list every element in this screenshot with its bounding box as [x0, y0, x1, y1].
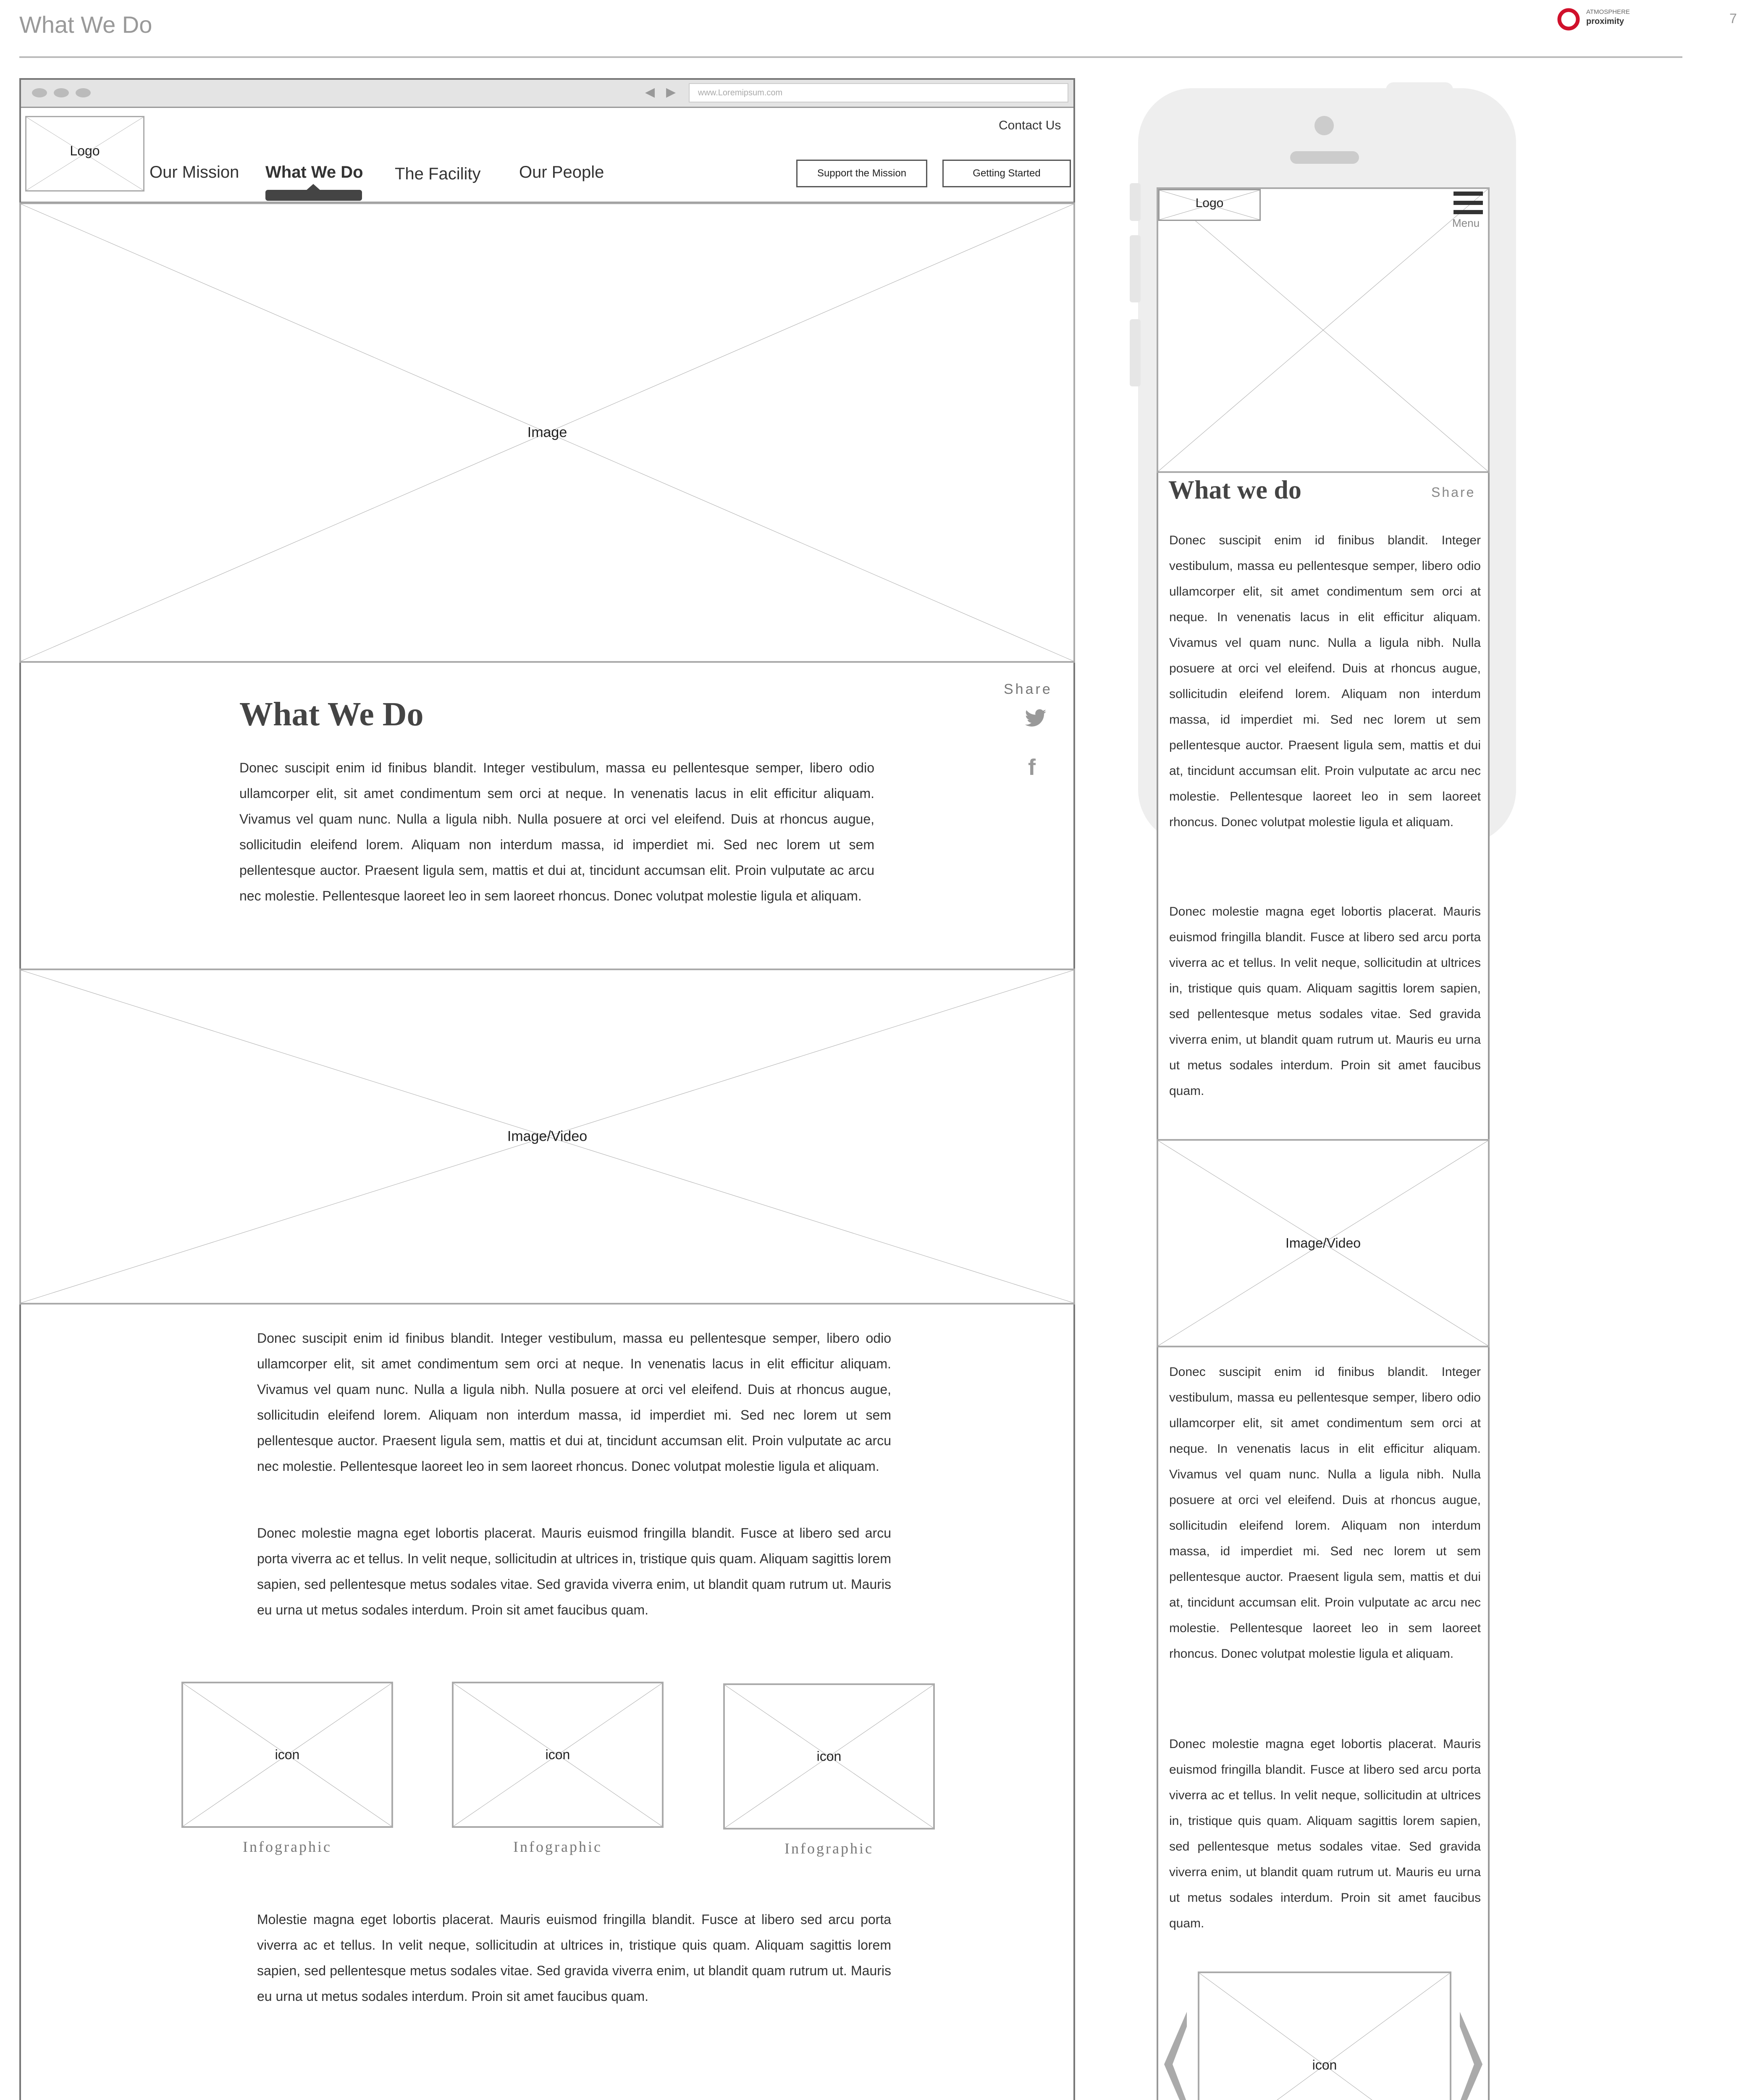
nav-our-people[interactable]: Our People [519, 163, 604, 181]
infographic-1-caption: Infographic [243, 1838, 332, 1855]
carousel-slide-cross [1199, 1973, 1450, 2100]
intro-paragraph: Donec suscipit enim id finibus blandit. Integer vestibulum, massa eu pellentesque semper, libero odio ullamcorper elit, sit amet condimentum sem orci at neque. In venenatis lacus in elit efficitur aliquam. Vivamus vel quam nunc. Nulla a ligula nibh. Nulla posuere at orci vel eleifend. Duis at rhoncus augue, sollicitudin eleifend lorem. Aliquam non interdum massa, id imperdiet mi. Sed nec lorem ut sem pellentesque auctor. Praesent ligula sem, mattis et dui at, tincidunt accumsan elit. Proin vulputate ac arcu nec molestie. Pellentesque laoreet leo in sem laoreet rhoncus. Donec volutpat molestie ligula et aliquam. [239, 760, 874, 903]
mobile-menu-label: Menu [1452, 217, 1480, 229]
mobile-media-image-video [1157, 1139, 1490, 1347]
twitter-share-icon[interactable] [1024, 709, 1047, 730]
mobile-paragraph-4: Donec molestie magna eget lobortis placerat. Mauris euismod fringilla blandit. Fusce at libero sed arcu porta viverra ac et tellus. In velit neque, sollicitudin at ultrices in, tristique quis quam. Aliquam sagittis lorem sapien, sed pellentesque metus sodales vitae. Sed gravida viverra enim, ut blandit quam rutrum ut. Mauris eu urna ut metus sodales interdum. Proin sit amet faucibus quam. [1169, 1737, 1481, 1930]
body-paragraph-3: Molestie magna eget lobortis placerat. Mauris euismod fringilla blandit. Fusce at libero sed arcu porta viverra ac et tellus. In velit neque, sollicitudin at ultrices in, tristique quis quam. Aliquam sagittis lorem sapien, sed pellentesque metus sodales vitae. Sed gravida viverra enim, ut blandit quam rutrum ut. Mauris eu urna ut metus sodales interdum. Proin sit amet faucibus quam. [257, 1912, 891, 2004]
nav-our-mission[interactable]: Our Mission [150, 163, 239, 181]
address-url: www.Loremipsum.com [698, 88, 783, 97]
logo-label: Logo [70, 143, 100, 158]
infographic-3-caption: Infographic [784, 1840, 874, 1857]
mobile-hero-image [1157, 187, 1490, 473]
infographic-3-icon: icon [816, 1748, 842, 1764]
intro-section [21, 662, 1073, 970]
phone-side-button-3 [1130, 319, 1141, 386]
contact-us-link[interactable]: Contact Us [999, 118, 1061, 132]
mobile-screen [1157, 187, 1490, 2100]
carousel-slide [1198, 1971, 1451, 2100]
desktop-wireframe [19, 78, 1075, 2100]
mobile-logo-label: Logo [1195, 196, 1224, 210]
phone-side-button-1 [1130, 183, 1141, 221]
body-paragraph-1: Donec suscipit enim id finibus blandit. Integer vestibulum, massa eu pellentesque semper, libero odio ullamcorper elit, sit amet condimentum sem orci at neque. In venenatis lacus in elit efficitur aliquam. Vivamus vel quam nunc. Nulla a ligula nibh. Nulla posuere at orci vel eleifend. Duis at rhoncus augue, sollicitudin eleifend lorem. Aliquam non interdum massa, id imperdiet mi. Sed nec lorem ut sem pellentesque auctor. Praesent ligula sem, mattis et dui at, tincidunt accumsan elit. Proin vulputate ac arcu nec molestie. Pellentesque laoreet leo in sem laoreet rhoncus. Donec volutpat molestie ligula et aliquam. [257, 1331, 891, 1474]
brand-mark-icon [1556, 7, 1581, 32]
support-mission-button[interactable]: Support the Mission [796, 160, 927, 187]
carousel-icon-label: icon [1312, 2057, 1337, 2073]
mobile-paragraph-1: Donec suscipit enim id finibus blandit. Integer vestibulum, massa eu pellentesque semper, libero odio ullamcorper elit, sit amet condimentum sem orci at neque. In venenatis lacus in elit efficitur aliquam. Vivamus vel quam nunc. Nulla a ligula nibh. Nulla posuere at orci vel eleifend. Duis at rhoncus augue, sollicitudin eleifend lorem. Aliquam non interdum massa, id imperdiet mi. Sed nec lorem ut sem pellentesque auctor. Praesent ligula sem, mattis et dui at, tincidunt accumsan elit. Proin vulputate ac arcu nec molestie. Pellentesque laoreet leo in sem laoreet rhoncus. Donec volutpat molestie ligula et aliquam. [1169, 533, 1481, 829]
page-number: 7 [1729, 11, 1737, 26]
brand-line1: ATMOSPHERE [1586, 8, 1630, 16]
media-label: Image/Video [507, 1128, 588, 1144]
phone-speaker [1290, 151, 1359, 164]
hamburger-menu-icon[interactable] [1454, 192, 1483, 215]
browser-toolbar [21, 80, 1073, 108]
body-paragraph-2: Donec molestie magna eget lobortis placerat. Mauris euismod fringilla blandit. Fusce at libero sed arcu porta viverra ac et tellus. In velit neque, sollicitudin at ultrices in, tristique quis quam. Aliquam sagittis lorem sapien, sed pellentesque metus sodales vitae. Sed gravida viverra enim, ut blandit quam rutrum ut. Mauris eu urna ut metus sodales interdum. Proin sit amet faucibus quam. [257, 1525, 891, 1617]
forward-arrow-icon[interactable]: ▶ [666, 85, 676, 99]
nav-active-indicator [265, 190, 362, 201]
nav-the-facility[interactable]: The Facility [395, 165, 481, 183]
hero-label: Image [527, 424, 567, 441]
media-image-video [19, 969, 1075, 1305]
phone-side-button-2 [1130, 235, 1141, 302]
carousel-next-arrow-icon[interactable] [1458, 2012, 1486, 2100]
brand-line2: proximity [1586, 17, 1624, 26]
window-dot-close[interactable] [32, 88, 47, 97]
hero-image [19, 202, 1075, 663]
mobile-logo[interactable] [1158, 189, 1261, 221]
getting-started-button[interactable]: Getting Started [942, 160, 1071, 187]
infographic-card-1 [181, 1682, 393, 1828]
carousel-prev-arrow-icon[interactable] [1161, 2012, 1189, 2100]
header-logo[interactable] [25, 116, 144, 192]
window-dot-max[interactable] [76, 88, 91, 97]
page-title: What We Do [19, 11, 152, 38]
window-dot-min[interactable] [54, 88, 69, 97]
infographic-2-caption: Infographic [513, 1838, 602, 1855]
phone-top-notch [1386, 82, 1453, 97]
phone-camera [1314, 116, 1334, 135]
infographic-1-icon: icon [275, 1747, 300, 1762]
back-arrow-icon[interactable]: ◀ [645, 85, 655, 99]
mobile-heading: What we do [1168, 476, 1301, 504]
mobile-share-label[interactable]: Share [1431, 485, 1476, 500]
mobile-paragraph-3: Donec suscipit enim id finibus blandit. Integer vestibulum, massa eu pellentesque semper, libero odio ullamcorper elit, sit amet condimentum sem orci at neque. In venenatis lacus in elit efficitur aliquam. Vivamus vel quam nunc. Nulla a ligula nibh. Nulla posuere at orci vel eleifend. Duis at rhoncus augue, sollicitudin eleifend lorem. Aliquam non interdum massa, id imperdiet mi. Sed nec lorem ut sem pellentesque auctor. Praesent ligula sem, mattis et dui at, tincidunt accumsan elit. Proin vulputate ac arcu nec molestie. Pellentesque laoreet leo in sem laoreet rhoncus. Donec volutpat molestie ligula et aliquam. [1169, 1365, 1481, 1661]
mobile-paragraph-2: Donec molestie magna eget lobortis placerat. Mauris euismod fringilla blandit. Fusce at libero sed arcu porta viverra ac et tellus. In velit neque, sollicitudin at ultrices in, tristique quis quam. Aliquam sagittis lorem sapien, sed pellentesque metus sodales vitae. Sed gravida viverra enim, ut blandit quam rutrum ut. Mauris eu urna ut metus sodales interdum. Proin sit amet faucibus quam. [1169, 905, 1481, 1098]
share-label: Share [1004, 681, 1052, 697]
intro-heading: What We Do [239, 696, 424, 733]
mobile-hero-cross [1158, 189, 1488, 471]
header-divider [19, 56, 1682, 58]
infographic-card-2 [452, 1682, 664, 1828]
infographic-card-3 [723, 1683, 935, 1830]
infographic-2-icon: icon [545, 1747, 570, 1762]
address-bar[interactable] [689, 83, 1068, 102]
facebook-share-icon[interactable]: f [1028, 755, 1036, 780]
site-header [21, 107, 1073, 203]
mobile-media-label: Image/Video [1285, 1235, 1361, 1251]
brand-logo [1556, 4, 1640, 34]
nav-what-we-do[interactable]: What We Do [265, 163, 363, 181]
